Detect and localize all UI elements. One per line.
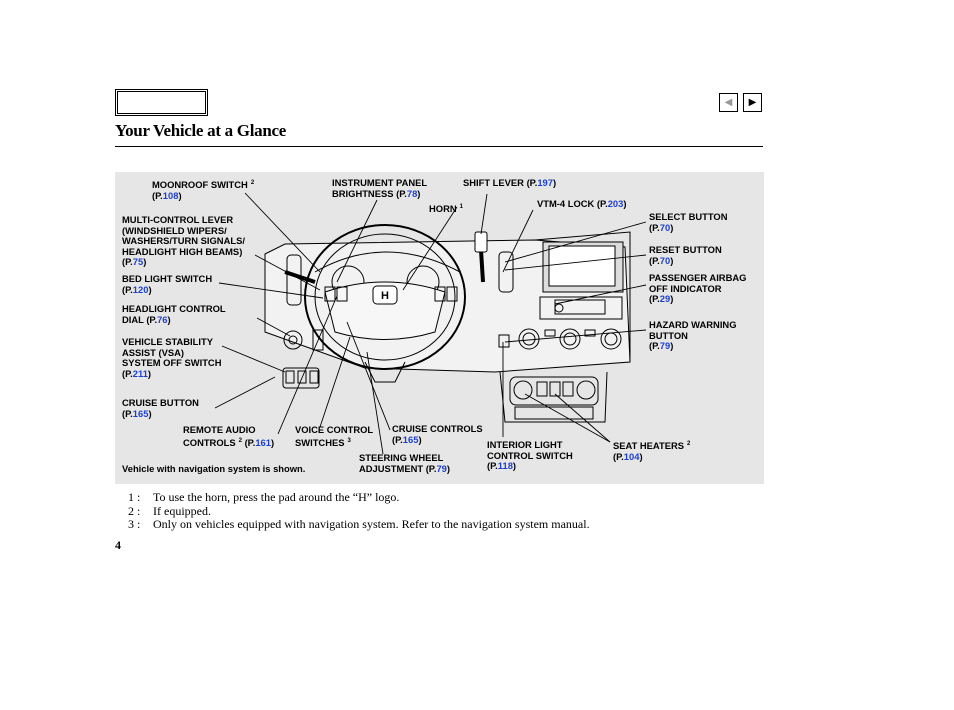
page-ref-link[interactable]: (P.75) xyxy=(122,256,147,267)
steering-wheel-adjustment-label: STEERING WHEEL ADJUSTMENT (P.79) xyxy=(359,452,451,474)
page-ref-link[interactable]: (P.70) xyxy=(649,221,674,233)
triangle-right-icon: ▶ xyxy=(748,97,757,108)
page-title: Your Vehicle at a Glance xyxy=(115,121,286,140)
triangle-left-icon: ◀ xyxy=(724,97,733,108)
bed-light-switch-label: BED LIGHT SWITCH (P.120) xyxy=(122,273,213,295)
headlight-control-dial-label: HEADLIGHT CONTROL DIAL (P.76) xyxy=(122,303,226,325)
remote-audio-controls-label: REMOTE AUDIO CONTROLS $^2$ (P.161) xyxy=(183,424,275,448)
hazard-warning-button-label: HAZARD WARNING BUTTON (P.79) xyxy=(649,319,737,351)
vsa-off-switch-label: VEHICLE STABILITY ASSIST (VSA) SYSTEM OFF SWITCH (P.211) xyxy=(122,336,222,379)
reset-button-label: RESET BUTTON (P.70) xyxy=(649,244,722,266)
footnote-item: 3 : Only on vehicles equipped with navigation system. Refer to the navigation system manual. xyxy=(128,517,590,532)
footnote-item: 2 : If equipped. xyxy=(128,503,211,518)
page-ref-link[interactable]: (P.197) xyxy=(526,177,557,188)
page-ref-link[interactable]: (P.118) xyxy=(487,460,517,471)
page-ref-link[interactable]: (P.108) xyxy=(152,189,182,201)
footnotes xyxy=(128,491,590,532)
select-button-label: SELECT BUTTON (P.70) xyxy=(649,211,728,233)
next-page-button[interactable] xyxy=(743,93,762,112)
seat-heaters-label: SEAT HEATERS $^2$ (P.104) xyxy=(613,440,691,462)
page-ref-link[interactable]: (P.165) xyxy=(392,433,422,445)
instrument-panel-brightness-label: INSTRUMENT PANEL BRIGHTNESS (P.78) xyxy=(332,177,428,199)
page-ref-link[interactable]: (P.161) xyxy=(244,436,275,448)
interior-light-switch-label: INTERIOR LIGHT CONTROL SWITCH (P.118) xyxy=(487,439,573,471)
page-number: 4 xyxy=(115,538,121,552)
cruise-button-label: CRUISE BUTTON (P.165) xyxy=(122,397,199,419)
prev-page-button[interactable] xyxy=(719,93,738,112)
page-ref-link[interactable]: (P.79) xyxy=(425,462,451,474)
passenger-airbag-indicator-label: PASSENGER AIRBAG OFF INDICATOR (P.29) xyxy=(649,272,747,304)
horn-label: HORN $^1$ xyxy=(429,203,463,214)
page-ref-link[interactable]: (P.79) xyxy=(649,340,674,351)
page-ref-link[interactable]: (P.76) xyxy=(146,313,171,325)
home-button[interactable] xyxy=(115,89,208,116)
diagram-caption: Vehicle with navigation system is shown. xyxy=(122,463,306,474)
page-ref-link[interactable]: (P.29) xyxy=(649,293,674,304)
page-ref-link[interactable]: (P.70) xyxy=(649,254,674,266)
page-ref-link[interactable]: (P.211) xyxy=(122,367,152,379)
page-ref-link[interactable]: (P.78) xyxy=(396,187,421,199)
svg-text:H: H xyxy=(381,290,389,302)
page-ref-link[interactable]: (P.165) xyxy=(122,407,152,419)
page-ref-link[interactable]: (P.203) xyxy=(596,198,627,209)
moonroof-switch-label: MOONROOF SWITCH $^2$ (P.108) xyxy=(152,179,255,201)
footnote-item: 1 : To use the horn, press the pad around the “H” logo. xyxy=(128,490,400,504)
multi-control-lever-label: MULTI-CONTROL LEVER (WINDSHIELD WIPERS/ WASHERS/TURN SIGNALS/ HEADLIGHT HIGH BEAMS) (P.75) xyxy=(122,214,245,267)
title-divider xyxy=(115,146,763,147)
voice-control-switches-label: VOICE CONTROL SWITCHES $^3$ xyxy=(295,424,374,448)
shift-lever-label: SHIFT LEVER (P.197) xyxy=(463,177,557,188)
cruise-controls-label: CRUISE CONTROLS (P.165) xyxy=(392,423,483,445)
vtm4-lock-label: VTM-4 LOCK (P.203) xyxy=(537,198,627,209)
page-ref-link[interactable]: (P.104) xyxy=(613,450,643,462)
page-ref-link[interactable]: (P.120) xyxy=(122,283,152,295)
